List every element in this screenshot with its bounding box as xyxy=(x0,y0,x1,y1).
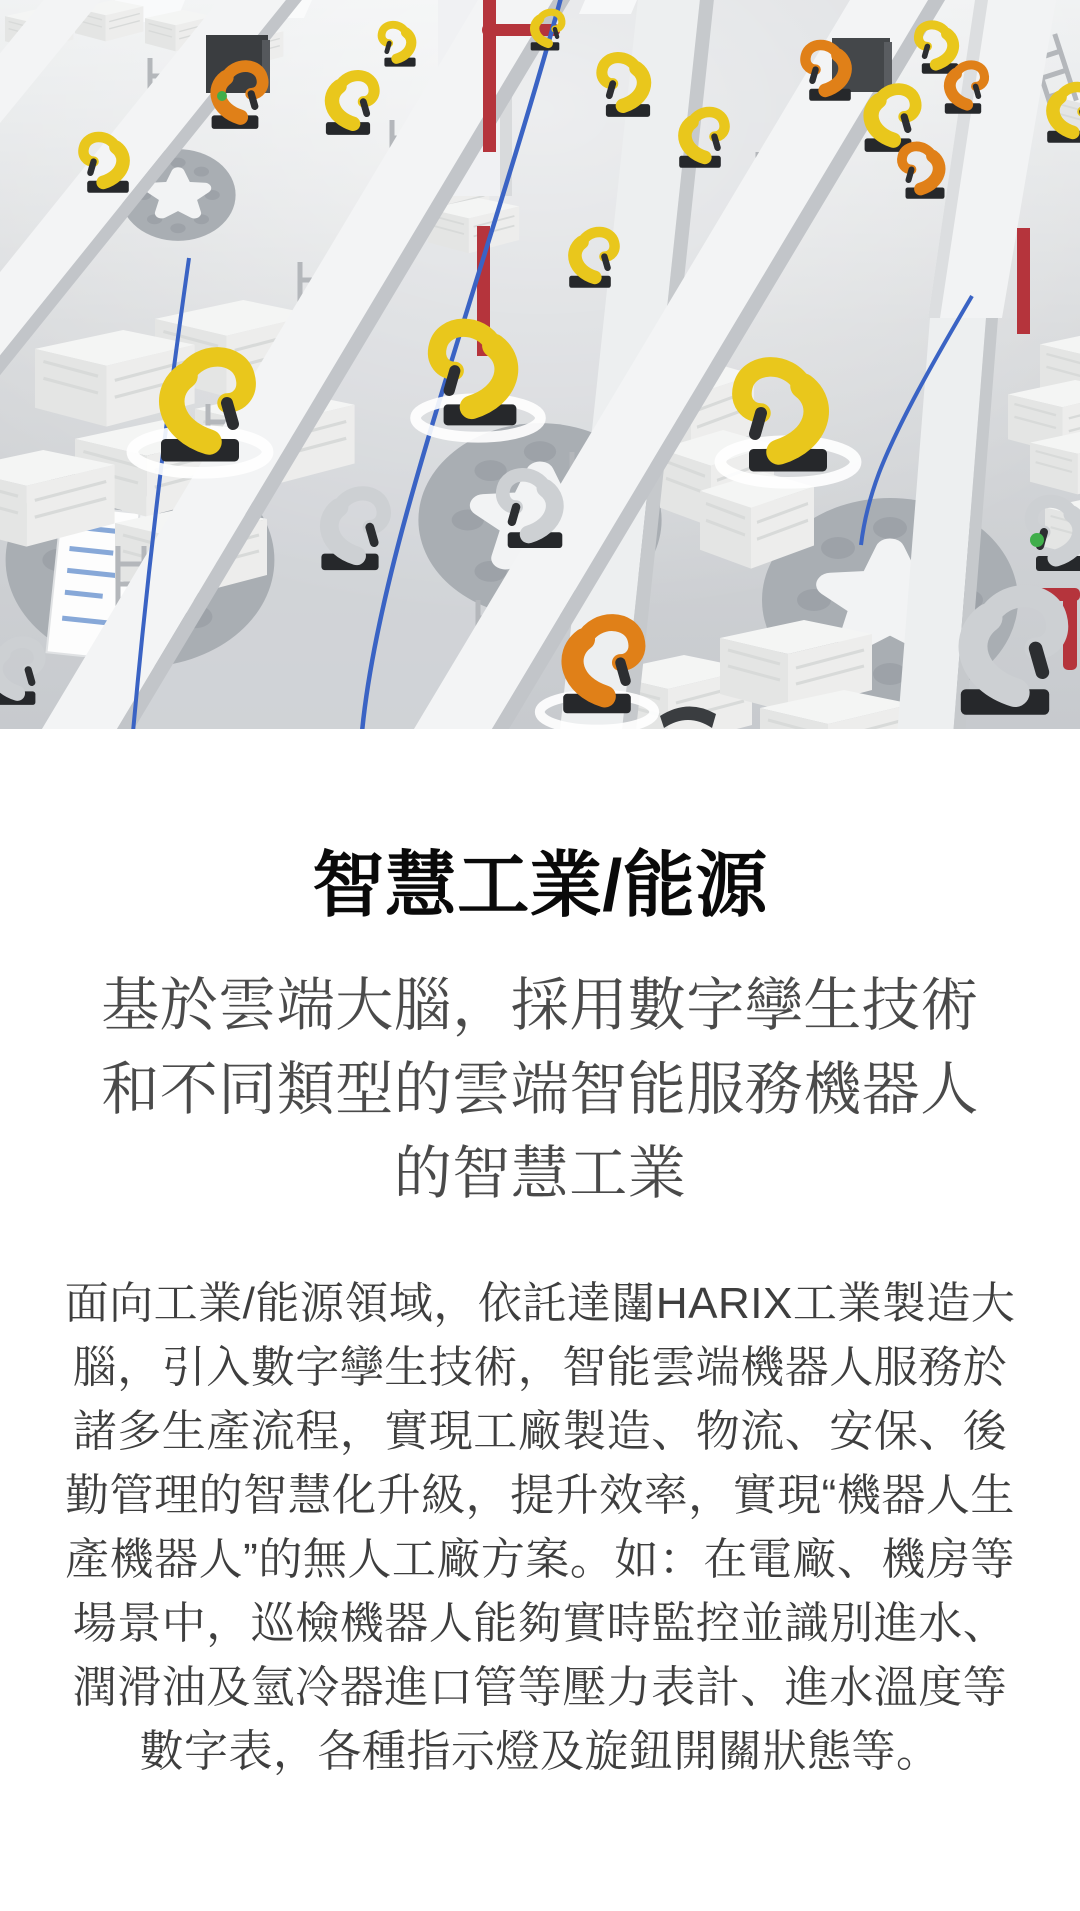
section-title: 智慧工業/能源 xyxy=(312,846,768,926)
factory-scene xyxy=(0,0,1080,729)
section-description: 面向工業/能源領域，依託達闥HARIX工業製造大腦，引入數字孿生技術，智能雲端機器人服務於諸多生產流程，實現工廠製造、物流、安保、後勤管理的智慧化升級，提升效率，實現“機器人生產機器人”的無人工廠方案。如：在電廠、機房等場景中，巡檢機器人能夠實時監控並識別進水、潤滑油及氫冷器進口管等壓力表計、進水溫度等數字表，各種指示燈及旋鈕開關狀態等。 xyxy=(64,1279,1016,1777)
section-subtitle: 基於雲端大腦，採用數字孿生技術和不同類型的雲端智能服務機器人的智慧工業 xyxy=(101,973,979,1207)
factory-video-still xyxy=(0,0,1080,729)
